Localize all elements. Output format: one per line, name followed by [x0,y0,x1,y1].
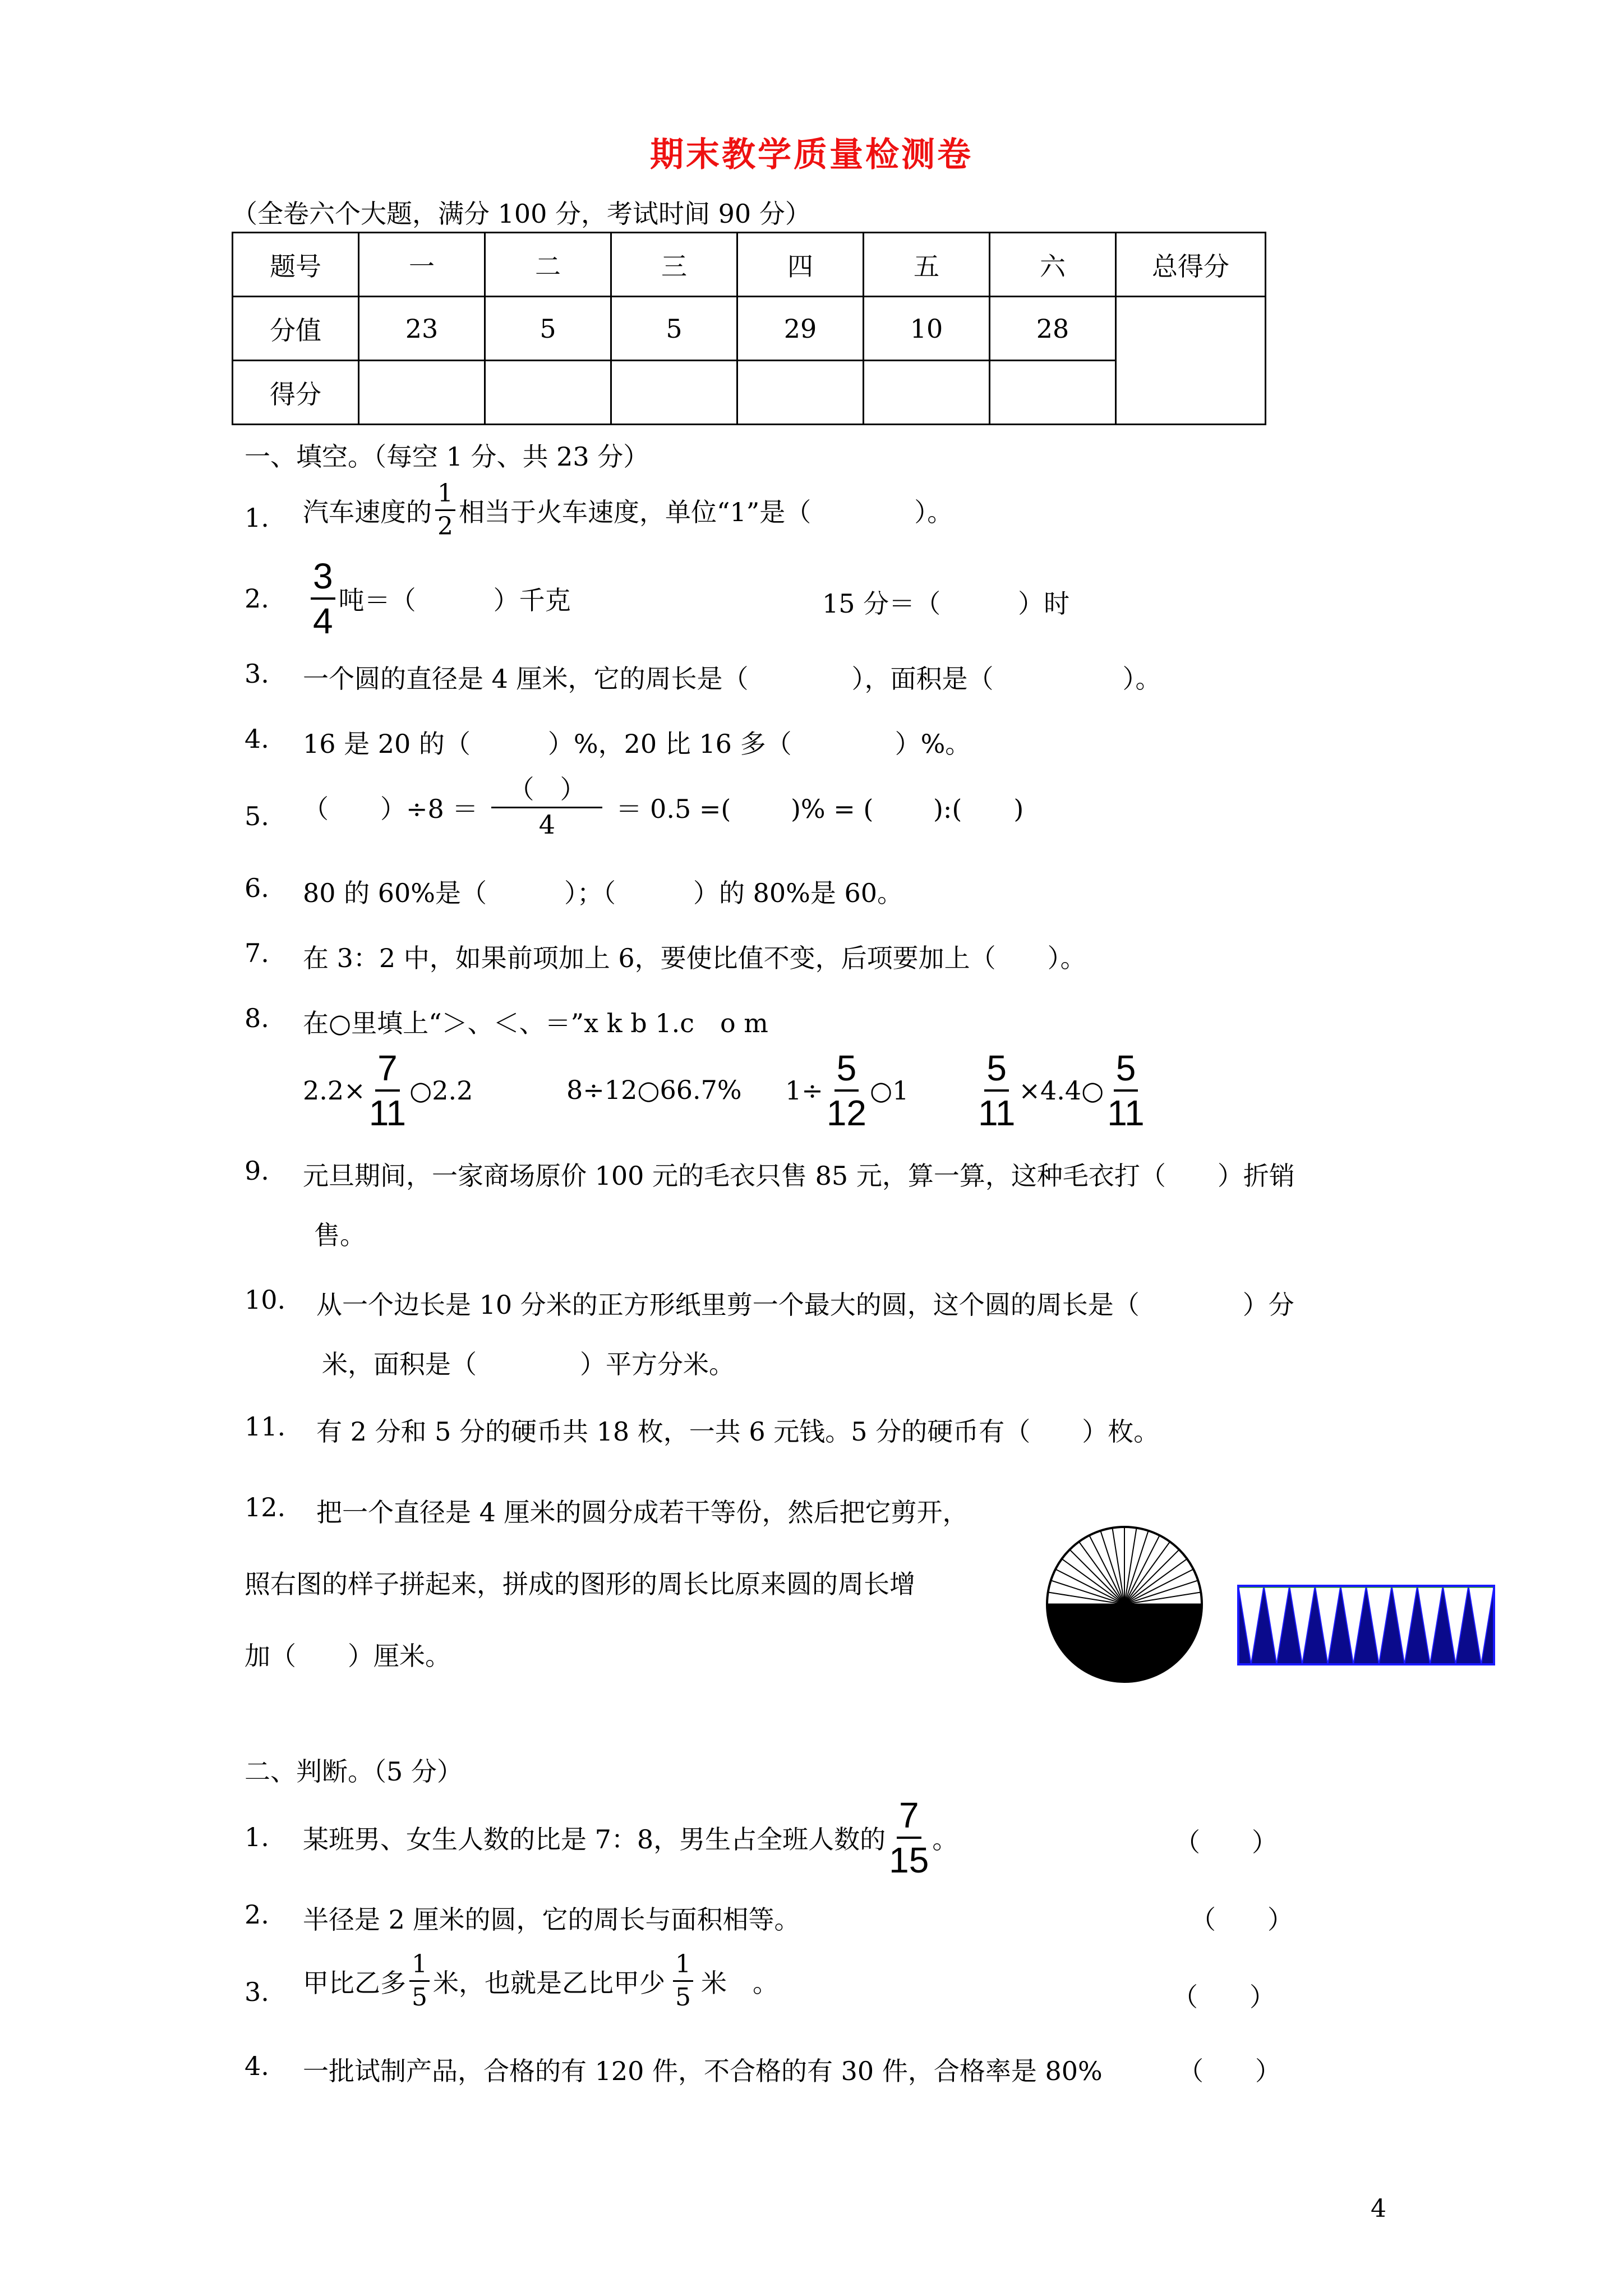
question-text: 在○里填上“＞、＜、＝”x k b 1.c o m [303,1008,768,1038]
table-cell: 得分 [233,361,359,425]
fraction [491,776,602,838]
table-cell: 5 [485,297,611,361]
table-cell: 二 [485,233,611,297]
fraction-denominator: 11 [978,1093,1016,1133]
fraction-denominator: 11 [1107,1093,1145,1133]
total-score-cell[interactable] [1116,297,1266,425]
score-entry-cell[interactable] [611,361,737,425]
fraction-numerator: 5 [834,1050,859,1092]
question-number: 8. [245,1003,269,1033]
question-text: 加（ ）厘米。 [245,1641,451,1671]
fraction-denominator: 4 [538,809,556,840]
table-cell: 10 [864,297,990,361]
fraction [409,1952,430,2010]
table-cell: 三 [611,233,737,297]
question-text: 元旦期间，一家商场原价 100 元的毛衣只售 85 元，算一算，这种毛衣打（ ）折销 [303,1161,1295,1191]
fraction-numerator: 7 [897,1797,921,1839]
question-text: 半径是 2 厘米的圆，它的周长与面积相等。 [303,1904,800,1935]
question-text: 在 3：2 中，如果前项加上 6，要使比值不变，后项要加上（ ）。 [303,943,1086,973]
fraction-numerator: 3 [311,558,335,600]
question-number: 4. [245,724,269,754]
fraction-denominator: 5 [675,1983,691,2012]
question-text-part: 。 [932,1824,958,1855]
expression-part: 1÷ [785,1075,823,1106]
score-table-header-row [233,233,1266,297]
question-number: 10. [245,1285,286,1315]
question-number: 3. [245,1977,269,2007]
score-entry-cell[interactable] [485,361,611,425]
fraction-denominator: 4 [313,601,333,641]
sector-line [1051,1580,1124,1604]
table-cell: 28 [990,297,1116,361]
judgment-answer-box[interactable]: （ ） [1190,1904,1293,1935]
question-text-part: 相当于火车速度，单位“1”是（ ）。 [459,496,953,527]
fraction-numerator: 1 [673,1952,693,1982]
fraction-denominator: 5 [412,1983,427,2012]
divided-circle-figure [1043,1523,1206,1686]
question-number: 2. [245,1899,269,1930]
question-text: 一批试制产品，合格的有 120 件，不合格的有 30 件，合格率是 80% [303,2056,1103,2086]
score-table-score-row [233,361,1266,425]
question-text [307,558,571,639]
fraction [435,481,455,539]
fraction-denominator: 15 [889,1840,929,1880]
sector-line [1062,1559,1124,1604]
fraction-numerator: 5 [1114,1050,1138,1092]
judgment-answer-box[interactable]: （ ） [1172,1982,1275,2012]
page-number: 4 [1371,2194,1386,2223]
question-text [303,1797,958,1878]
fraction [311,558,335,639]
table-cell: 六 [990,233,1116,297]
strip-triangles [1238,1586,1494,1664]
question-text: 米，面积是（ ）平方分米。 [322,1349,735,1379]
question-number: 1. [245,503,269,533]
circle-sectors [1047,1527,1202,1682]
question-number: 12. [245,1492,286,1522]
fraction-numerator: 1 [435,481,455,511]
question-text-part: 15 分＝（ ）时 [822,588,1070,619]
fraction-denominator: 2 [437,512,453,541]
sector-line [1124,1559,1187,1604]
question-text: 把一个直径是 4 厘米的圆分成若干等份，然后把它剪开， [316,1497,969,1527]
sector-line [1124,1580,1198,1604]
page-title: 期末教学质量检测卷 [650,135,973,174]
question-text-part: 米 。 [701,1967,778,1998]
comparison-expression [785,1050,909,1131]
comparison-expression: 8÷12○66.7% [566,1075,742,1105]
question-number: 1. [245,1822,269,1852]
expression-part: ○1 [870,1075,909,1106]
fraction [369,1050,406,1131]
question-text: 16 是 20 的（ ）%，20 比 16 多（ ）%。 [303,729,971,759]
question-text-part: ＝ 0.5 =( )% = ( ):( ) [616,793,1024,824]
question-number: 3. [245,659,269,689]
question-number: 11. [245,1411,286,1442]
table-cell: 29 [737,297,864,361]
question-text: 售。 [314,1220,366,1250]
question-text: 照右图的样子拼起来，拼成的图形的周长比原来圆的周长增 [245,1569,915,1599]
score-table [232,232,1266,425]
sector-line [1100,1531,1124,1604]
fraction-denominator: 12 [826,1093,866,1133]
table-cell: 23 [359,297,485,361]
sector-line [1124,1531,1149,1604]
circle-lower-half [1047,1604,1202,1682]
question-text-part: （ ）÷8 ＝ [303,793,478,824]
expression-part: ×4.4○ [1018,1075,1104,1106]
fraction-denominator: 11 [368,1093,407,1133]
question-text: 一个圆的直径是 4 厘米，它的周长是（ ），面积是（ ）。 [303,664,1161,694]
expression-part: ○2.2 [409,1075,473,1106]
sector-line [1124,1549,1179,1604]
fraction [827,1050,866,1131]
fraction-numerator: （ ） [491,776,602,808]
table-cell: 分值 [233,297,359,361]
fraction-numerator: 1 [409,1952,430,1982]
question-text [303,481,953,539]
comparison-expression [303,1050,473,1131]
sector-line [1124,1542,1170,1604]
table-cell: 一 [359,233,485,297]
table-cell: 总得分 [1116,233,1266,297]
question-text-part: 汽车速度的 [303,496,432,527]
section-heading: 二、判断。（5 分） [245,1756,463,1787]
question-text-part: 米，也就是乙比甲少 [433,1967,665,1998]
question-number: 4. [245,2051,269,2081]
fraction [978,1050,1015,1131]
fraction-numerator: 5 [984,1050,1009,1092]
rearranged-strip-figure [1236,1584,1497,1668]
score-entry-cell[interactable] [359,361,485,425]
question-text [303,776,1023,838]
score-entry-cell[interactable] [990,361,1116,425]
question-text-part: 吨＝（ ）千克 [338,585,571,615]
question-number: 5. [245,801,269,831]
section-heading: 一、填空。（每空 1 分、共 23 分） [245,441,649,472]
question-number: 9. [245,1156,269,1186]
sector-line [1079,1542,1124,1604]
expression-part: 2.2× [303,1075,366,1106]
table-cell: 5 [611,297,737,361]
fraction [889,1797,929,1878]
table-cell: 题号 [233,233,359,297]
judgment-answer-box[interactable]: （ ） [1174,1827,1278,1857]
comparison-expression [975,1050,1148,1131]
score-entry-cell[interactable] [864,361,990,425]
question-text-part: 甲比乙多 [303,1967,406,1998]
table-cell: 五 [864,233,990,297]
judgment-answer-box[interactable]: （ ） [1178,2056,1281,2086]
table-cell: 四 [737,233,864,297]
question-number: 6. [245,873,269,903]
fraction [1107,1050,1144,1131]
sector-line [1069,1549,1124,1604]
exam-info: （全卷六个大题，满分 100 分，考试时间 90 分） [232,199,811,229]
question-text: 有 2 分和 5 分的硬币共 18 枚，一共 6 元钱。5 分的硬币有（ ）枚。 [316,1416,1160,1447]
question-number: 2. [245,583,269,614]
fraction [673,1952,693,2010]
question-text-part: 某班男、女生人数的比是 7：8，男生占全班人数的 [303,1824,886,1855]
score-table-value-row [233,297,1266,361]
fraction-numerator: 7 [375,1050,400,1092]
question-number: 7. [245,938,269,968]
question-text: 80 的 60%是（ ）；（ ）的 80%是 60。 [303,878,903,908]
score-entry-cell[interactable] [737,361,864,425]
question-text: 从一个边长是 10 分米的正方形纸里剪一个最大的圆，这个圆的周长是（ ）分 [316,1290,1294,1320]
question-text [303,1952,778,2010]
